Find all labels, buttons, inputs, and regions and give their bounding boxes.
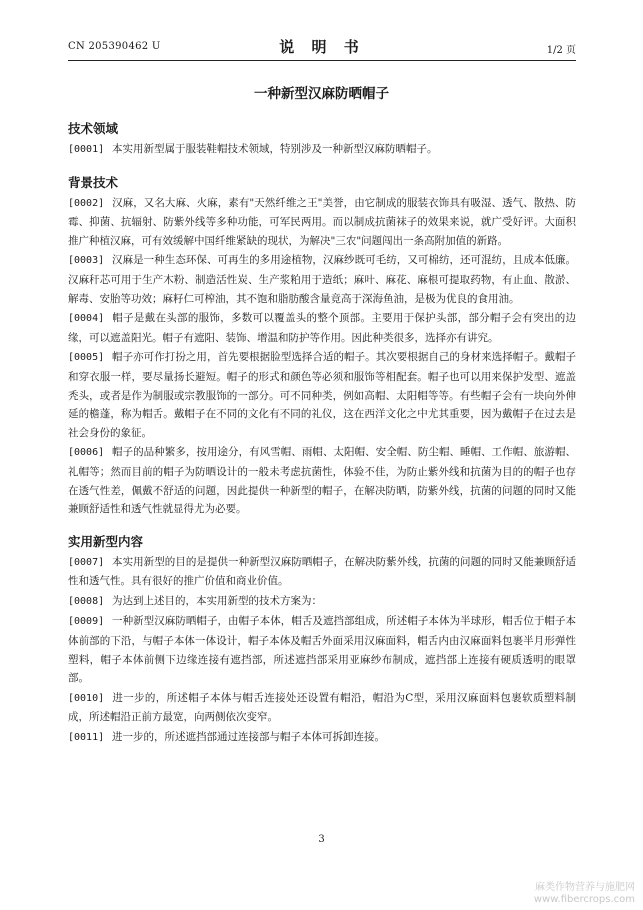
section-heading: 技术领域 (68, 121, 119, 136)
paragraph-text: 汉麻，又名大麻、火麻，素有"天然纤维之王"美誉，由它制成的服装衣饰具有吸湿、透气、散热、防霉、抑菌、抗辐射、防紫外线等多种功能，可军民两用。而以制成抗菌袜子的效果来说，就广受好评。大面积推广种植汉麻，可有效缓解中国纤维紧缺的现状，为解决"三农"问题闯出一条高附加值的新路。 (68, 196, 576, 247)
paragraph (68, 251, 576, 308)
page-number: 3 (318, 834, 325, 845)
paragraph (68, 728, 576, 748)
paragraph (68, 348, 576, 442)
paragraph-text: 进一步的，所述帽子本体与帽舌连接处还设置有帽沿，帽沿为C型，采用汉麻面料包裹软质塑料制成，所述帽沿正前方最宽，向两侧依次变窄。 (68, 691, 576, 724)
paragraph-text: 本实用新型的目的是提供一种新型汉麻防晒帽子，在解决防紫外线，抗菌的问题的同时又能兼顾舒适性和透气性。具有很好的推广价值和商业价值。 (68, 555, 576, 588)
paragraph-text: 本实用新型属于服装鞋帽技术领域，特别涉及一种新型汉麻防晒帽子。 (112, 143, 438, 155)
paragraph-text: 汉麻是一种生态环保、可再生的多用途植物，汉麻纱既可毛纺，又可棉纺，还可混纺，且成本低廉。汉麻秆芯可用于生产木粉、制造活性炭、生产浆粕用于造纸；麻叶、麻花、麻根可提取药物，有止血、散淤、解毒、安胎等功效；麻籽仁可榨油，其不饱和脂肪酸含量竟高于深海鱼油，是极为优良的食用油。 (68, 254, 576, 305)
paragraph (68, 309, 576, 347)
site-watermark (534, 882, 635, 906)
document-body (68, 120, 576, 762)
paragraph-number: [0006] (68, 447, 105, 459)
paragraph-number: [0009] (68, 616, 105, 628)
paragraph-text: 帽子的品种繁多，按用途分，有风雪帽、雨帽、太阳帽、安全帽、防尘帽、睡帽、工作帽、旅游帽、礼帽等；然而目前的帽子为防晒设计的一般未考虑抗菌性，体验不佳，为防止紫外线和抗菌为目的的帽子也存在透气性差，佩戴不舒适的问题，因此提供一种新型的帽子，在解决防晒，防紫外线，抗菌的问题的同时又能兼顾舒适性和透气性就显得尤为必要。 (68, 446, 576, 516)
section-technical-field (68, 120, 576, 160)
paragraph-number: [0002] (68, 197, 105, 209)
header-title: 说 明 书 (279, 38, 365, 56)
paragraph-text: 进一步的，所述遮挡部通过连接部与帽子本体可拆卸连接。 (112, 731, 385, 744)
section-heading: 实用新型内容 (68, 533, 144, 549)
paragraph-number: [0001] (68, 144, 105, 155)
paragraph-number: [0007] (68, 556, 105, 568)
paragraph-number: [0011] (68, 732, 105, 744)
paragraph-number: [0010] (68, 692, 105, 704)
document-title: 一种新型汉麻防晒帽子 (254, 86, 389, 102)
paragraph-text: 为达到上述目的，本实用新型的技术方案为： (112, 594, 322, 607)
paragraph (68, 443, 576, 518)
paragraph-text: 一种新型汉麻防晒帽子，由帽子本体，帽舌及遮挡部组成，所述帽子本体为半球形，帽舌位于帽子本体前部的下沿，与帽子本体一体设计，帽子本体及帽舌外面采用汉麻面料，帽舌内由汉麻面料包裹半月形弹性塑料，帽子本体前侧下边缘连接有遮挡部，所述遮挡部采用亚麻纱布制成，遮挡部上连接有硬质透明的眼罩部。 (68, 615, 576, 685)
page-header (68, 36, 576, 58)
header-divider (68, 60, 576, 61)
page-count: 1/2 页 (546, 45, 576, 56)
paragraph (68, 553, 576, 591)
section-heading: 背景技术 (68, 174, 119, 190)
paragraph (68, 592, 576, 612)
paragraph-number: [0003] (68, 255, 105, 267)
paragraph-number: [0008] (68, 595, 105, 607)
section-utility-model-content (68, 533, 576, 748)
paragraph-text: 帽子是戴在头部的服饰，多数可以覆盖头的整个顶部。主要用于保护头部，部分帽子会有突出的边缘，可以遮盖阳光。帽子有遮阳、装饰、增温和防护等作用。因此种类很多，选择亦有讲究。 (68, 312, 576, 344)
section-background (68, 174, 576, 519)
patent-number: CN 205390462 U (68, 41, 161, 52)
watermark-site-name: 麻类作物营养与施肥网 (535, 882, 635, 893)
paragraph-number: [0005] (68, 352, 105, 364)
paragraph-number: [0004] (68, 313, 105, 325)
paragraph (68, 194, 576, 251)
watermark-url: www.fibercrops.com (533, 894, 635, 905)
paragraph (68, 140, 576, 160)
paragraph-text: 帽子亦可作打扮之用，首先要根据脸型选择合适的帽子。其次要根据自己的身材来选择帽子。戴帽子和穿衣服一样，要尽量扬长避短。帽子的形式和颜色等必须和服饰等相配套。帽子也可以用来保护发型、遮盖秃头，或者是作为制服或宗教服饰的一部分。可不同种类，例如高帽、太阳帽等等。有些帽子会有一块向外伸延的檐蓬，称为帽舌。戴帽子在不同的文化有不同的礼仪，这在西洋文化之中尤其重要，因为戴帽子在过去是社会身份的象征。 (68, 351, 576, 439)
paragraph (68, 612, 576, 687)
paragraph (68, 689, 576, 727)
